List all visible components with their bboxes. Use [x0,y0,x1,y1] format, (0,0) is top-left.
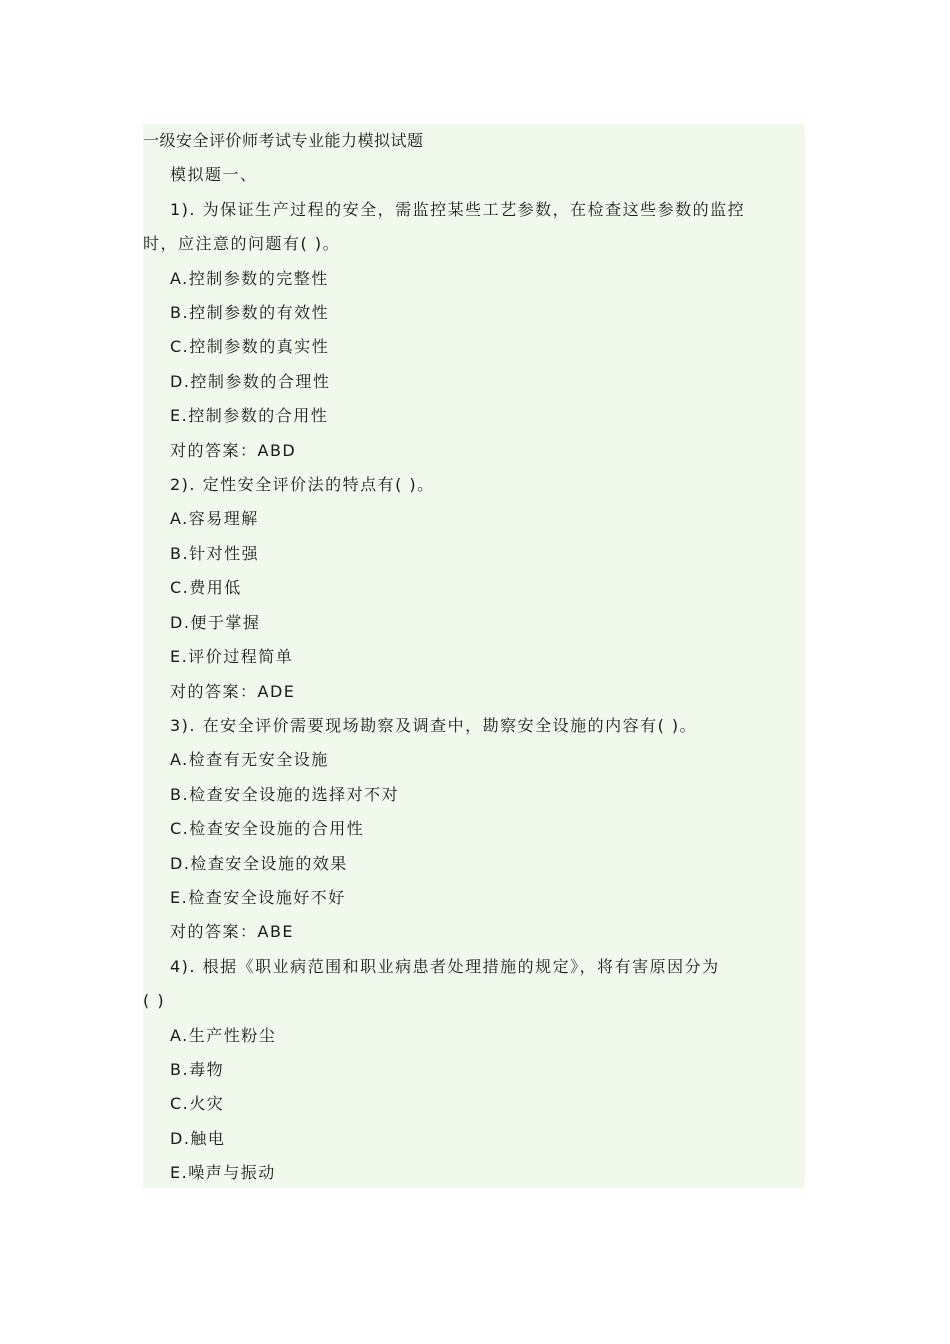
option-b: B.控制参数的有效性 [170,303,330,323]
option-a: A.容易理解 [170,509,259,529]
option-a: A.控制参数的完整性 [170,268,329,288]
question-text: 1). 为保证生产过程的安全，需监控某些工艺参数，在检查这些参数的监控 [170,199,746,219]
document-title: 一级安全评价师考试专业能力模拟试题 [143,131,424,150]
option-e: E.控制参数的合用性 [170,406,329,426]
option-e: E.评价过程简单 [170,647,294,667]
question-text: 4). 根据《职业病范围和职业病患者处理措施的规定》，将有害原因分为 [170,956,720,976]
option-b: B.毒物 [170,1059,225,1079]
option-c: C.控制参数的真实性 [170,337,330,357]
question-text-continued: 时，应注意的问题有( )。 [143,234,341,254]
option-c: C.检查安全设施的合用性 [170,819,365,839]
option-e: E.检查安全设施好不好 [170,887,346,907]
option-b: B.检查安全设施的选择对不对 [170,784,400,804]
question-1 [143,193,805,468]
question-text: 3). 在安全评价需要现场勘察及调查中，勘察安全设施的内容有( )。 [170,715,698,735]
document-body [143,124,805,1188]
answer: 对的答案：ABE [170,922,295,942]
question-text: 2). 定性安全评价法的特点有( )。 [170,475,435,495]
option-c: C.火灾 [170,1094,225,1114]
option-d: D.控制参数的合理性 [170,371,331,391]
section-heading: 模拟题一、 [170,165,258,185]
answer: 对的答案：ADE [170,681,296,701]
answer: 对的答案：ABD [170,440,297,460]
option-c: C.费用低 [170,578,242,598]
question-2 [143,468,805,709]
option-a: A.检查有无安全设施 [170,750,329,770]
option-d: D.便于掌握 [170,612,261,632]
option-d: D.检查安全设施的效果 [170,853,348,873]
question-text-continued: ( ) [143,991,166,1011]
option-b: B.针对性强 [170,543,260,563]
option-d: D.触电 [170,1128,226,1148]
question-4 [143,950,805,1191]
option-e: E.噪声与振动 [170,1163,276,1183]
option-a: A.生产性粉尘 [170,1025,277,1045]
question-3 [143,709,805,950]
